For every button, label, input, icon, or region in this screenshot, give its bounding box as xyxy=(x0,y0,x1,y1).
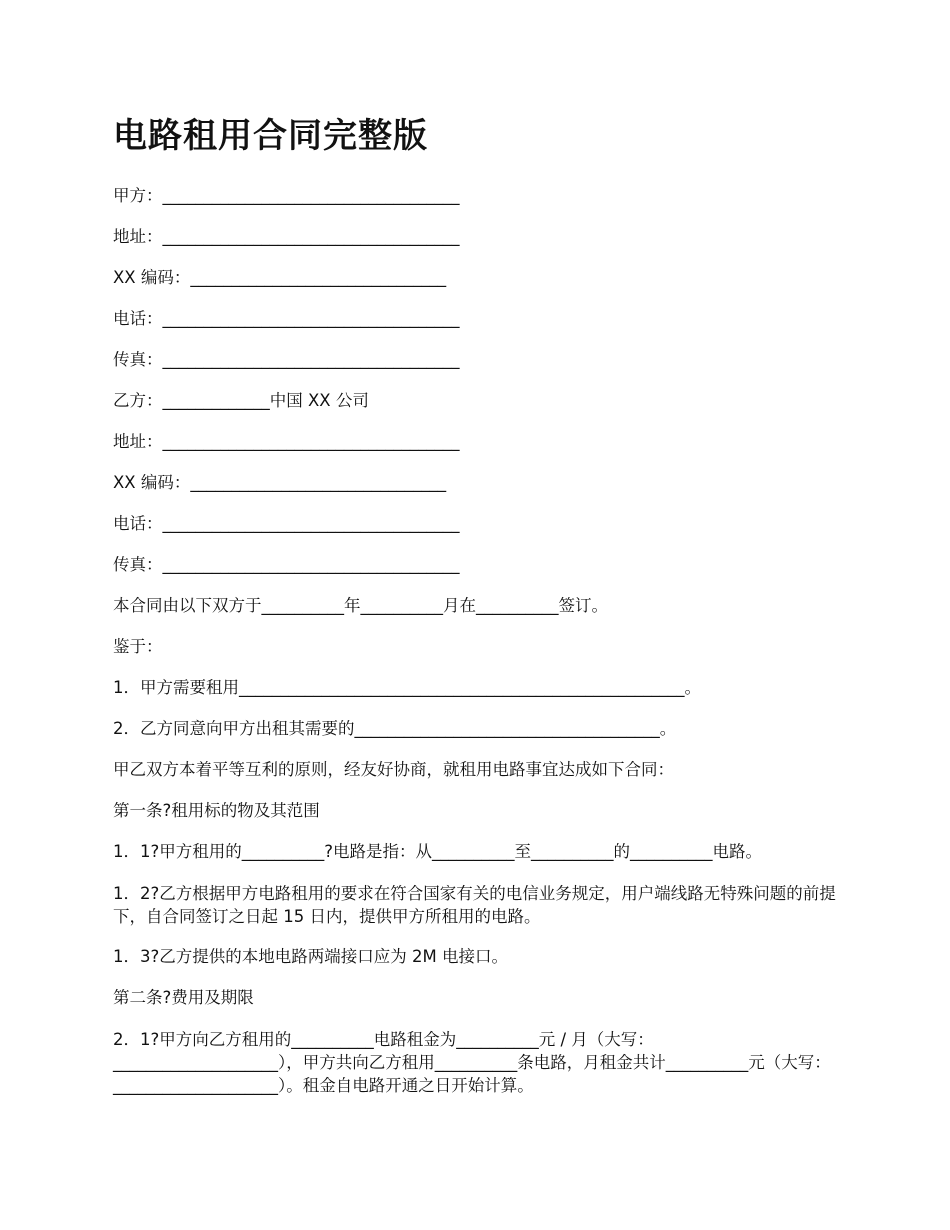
whereas-item-2: 2．乙方同意向甲方出租其需要的_____________________________________。 xyxy=(113,719,677,738)
article-2-title: 第二条?费用及期限 xyxy=(113,988,254,1007)
document-page xyxy=(113,112,837,1115)
party-b-name: 乙方：_____________中国 XX 公司 xyxy=(113,391,369,410)
party-a-postcode: XX 编码：_______________________________ xyxy=(113,268,447,287)
whereas-item-1: 1．甲方需要租用______________________________________________________。 xyxy=(113,678,701,697)
article-1-1: 1．1?甲方租用的__________?电路是指：从__________至__________的__________电路。 xyxy=(113,842,763,861)
party-a-phone: 电话：____________________________________ xyxy=(113,309,460,328)
party-b-address: 地址：____________________________________ xyxy=(113,432,460,451)
article-1-2: 1．2?乙方根据甲方电路租用的要求在符合国家有关的电信业务规定，用户端线路无特殊问题的前提下，自合同签订之日起 15 日内，提供甲方所租用的电路。 xyxy=(113,884,836,926)
party-a-name: 甲方：____________________________________ xyxy=(113,186,460,205)
article-2-1: 2．1?甲方向乙方租用的__________电路租金为__________元 / 月（大写：____________________），甲方共向乙方租用__________条电路，月租金共计__________元（大写：____________________）。租金自电路开通之日开始计算。 xyxy=(113,1030,831,1095)
party-a-address: 地址：____________________________________ xyxy=(113,227,460,246)
party-b-postcode: XX 编码：_______________________________ xyxy=(113,473,447,492)
party-b-fax: 传真：____________________________________ xyxy=(113,555,460,574)
whereas-label: 鉴于： xyxy=(113,637,163,656)
party-a-fax: 传真：____________________________________ xyxy=(113,350,460,369)
preamble: 甲乙双方本着平等互利的原则，经友好协商，就租用电路事宜达成如下合同： xyxy=(113,760,674,779)
document-title: 电路租用合同完整版 xyxy=(113,116,428,156)
party-b-phone: 电话：____________________________________ xyxy=(113,514,460,533)
article-1-3: 1．3?乙方提供的本地电路两端接口应为 2M 电接口。 xyxy=(113,947,508,966)
article-1-title: 第一条?租用标的物及其范围 xyxy=(113,801,320,820)
signing-line: 本合同由以下双方于__________年__________月在__________签订。 xyxy=(113,596,608,615)
